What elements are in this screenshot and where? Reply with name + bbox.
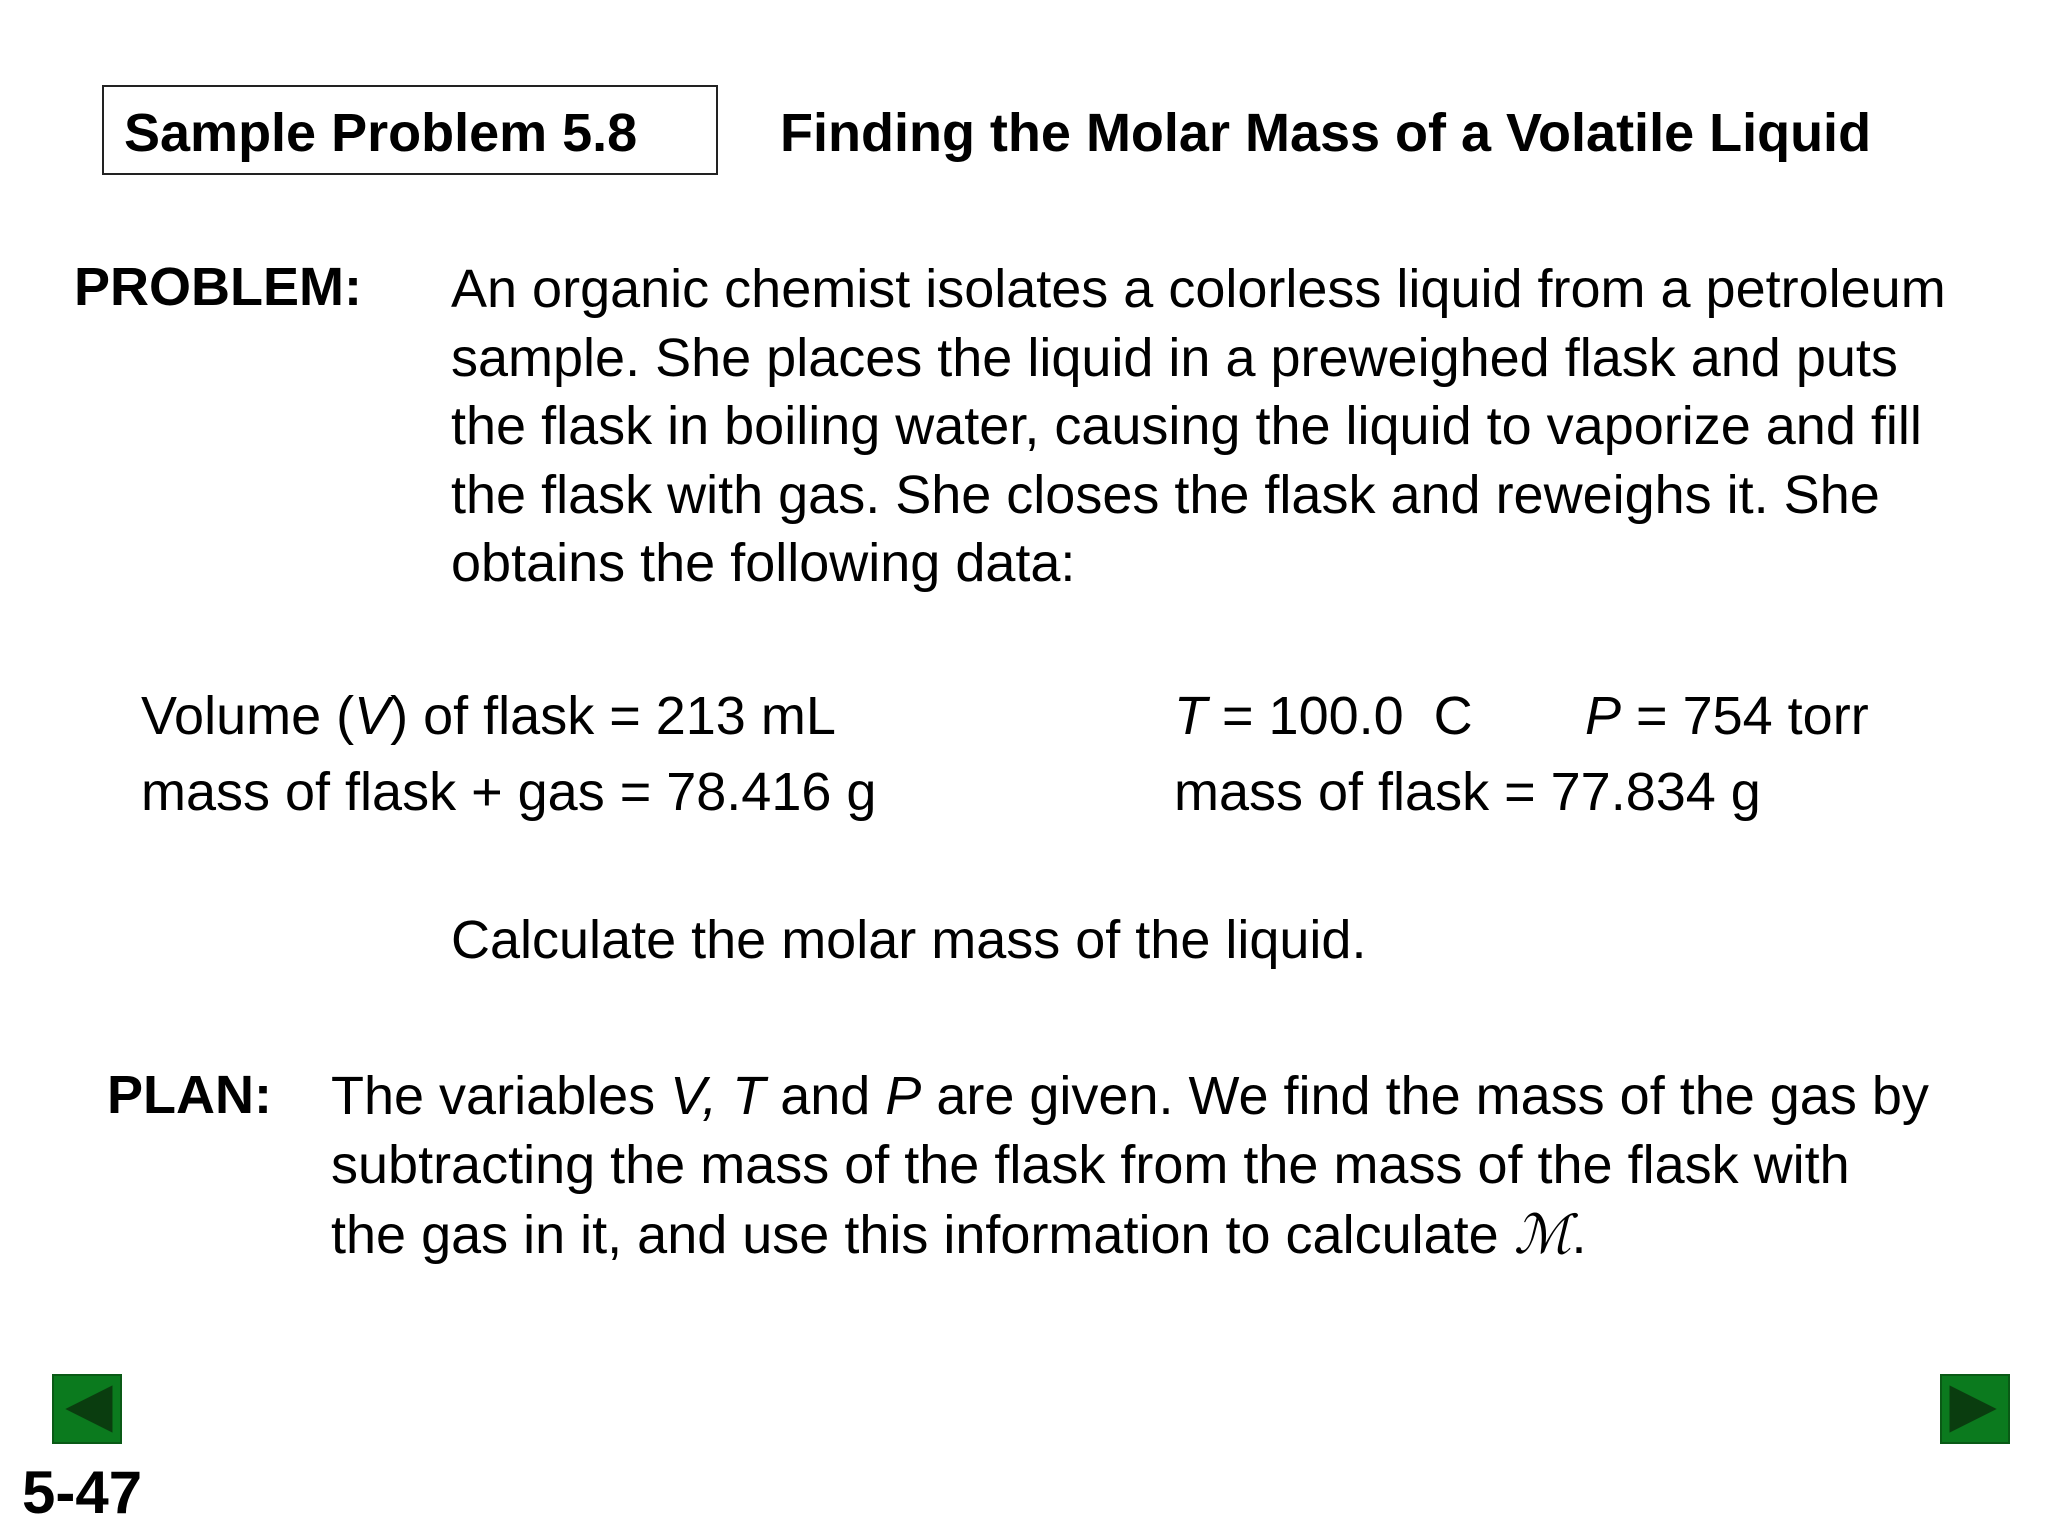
temperature-value: = 100.0 C [1207, 686, 1473, 746]
temperature-data [1174, 686, 1473, 746]
volume-variable: V [354, 686, 391, 746]
previous-slide-button[interactable] [52, 1374, 122, 1444]
problem-label: PROBLEM: [74, 257, 362, 317]
mass-flask-gas-data: mass of flask + gas = 78.416 g [141, 762, 877, 822]
volume-prefix: Volume ( [141, 686, 355, 746]
problem-text: An organic chemist isolates a colorless liquid from a petroleum sample. She places the liquid in a preweighed flask and puts the flask in boiling water, causing the liquid to vaporize and fill the flask with gas. She closes the flask and reweighs it. She obtains the following data: [451, 259, 1946, 593]
question-text: Calculate the molar mass of the liquid. [451, 910, 1367, 970]
plan-var-p: P [885, 1066, 922, 1126]
plan-text-main: are given. We find the mass of the gas by subtracting the mass of the flask from the mass of the flask with the gas in it, and use this information to calculate [331, 1066, 1929, 1265]
pressure-value: = 754 torr [1621, 686, 1869, 746]
page-title: Finding the Molar Mass of a Volatile Liquid [780, 103, 1872, 163]
plan-var-v: V, [670, 1066, 733, 1126]
volume-data [141, 686, 836, 746]
plan-text [331, 1062, 1931, 1270]
next-slide-button[interactable] [1940, 1374, 2010, 1444]
volume-suffix: ) of flask = 213 mL [390, 686, 836, 746]
molar-mass-symbol: ℳ [1513, 1203, 1572, 1266]
mass-flask-data: mass of flask = 77.834 g [1174, 762, 1761, 822]
plan-var-t: T [732, 1066, 766, 1126]
sample-problem-label: Sample Problem 5.8 [124, 103, 638, 163]
triangle-right-icon [1942, 1376, 2008, 1442]
pressure-variable: P [1585, 686, 1622, 746]
plan-text-pre: The variables [331, 1066, 671, 1126]
pressure-data [1585, 686, 1869, 746]
plan-label: PLAN: [107, 1065, 272, 1125]
temperature-variable: T [1174, 686, 1207, 746]
page-number: 5-47 [22, 1459, 143, 1526]
plan-text-and: and [765, 1066, 886, 1126]
triangle-left-icon [54, 1376, 120, 1442]
plan-text-end: . [1571, 1205, 1587, 1265]
